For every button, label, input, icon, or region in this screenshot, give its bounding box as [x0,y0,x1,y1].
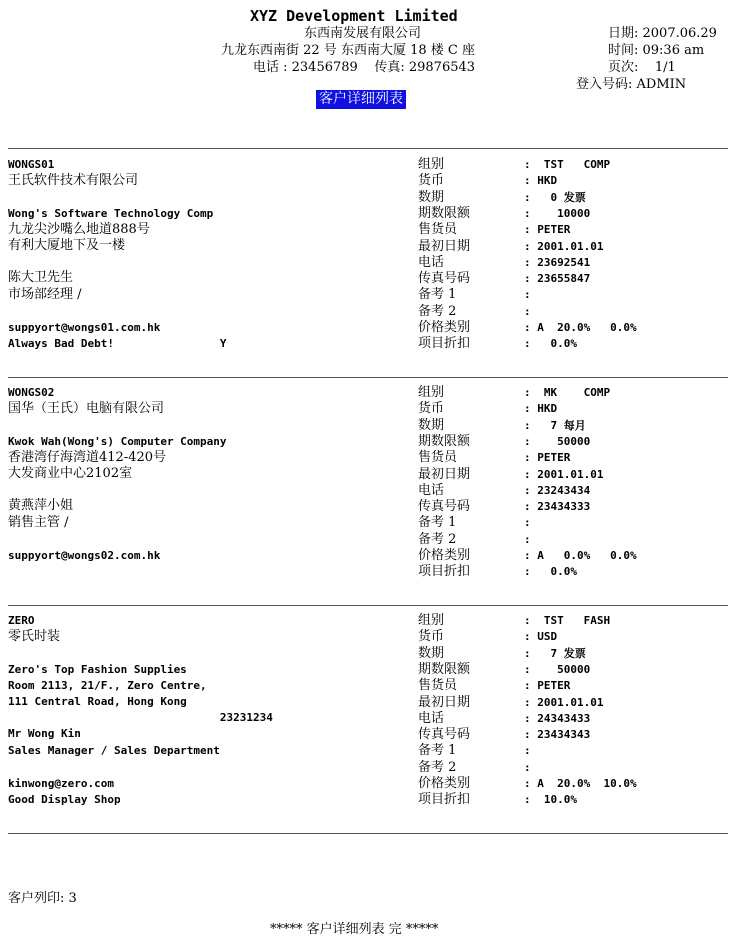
field-value: : 23655847 [524,272,591,286]
field-label: 价格类别 [418,776,471,791]
field-value: : TST COMP [524,158,611,171]
field-value: : USD [524,630,558,644]
field-value: : [524,532,531,546]
report-end-marker: ***** 客户详细列表 完 ***** [270,922,439,937]
customer-name-cn: 国华（王氏）电脑有限公司 [8,401,165,416]
customer-code: ZERO [8,614,35,627]
customer-contact: Mr Wong Kin [8,727,81,740]
customer-contact-title: Sales Manager / Sales Department [8,744,220,757]
field-label: 电话 [418,482,445,498]
field-value: : [524,760,531,774]
field-label: 期数限额 [418,205,471,221]
field-value: : 24343433 [524,711,591,725]
company-name-en: XYZ Development Limited [250,7,458,25]
field-label: 电话 [418,710,445,726]
field-value: : 0 发票 [524,190,586,204]
page-number: 页次: 1/1 [608,60,676,75]
field-value: : 23243434 [524,483,591,497]
field-value: : 7 发票 [524,646,586,660]
field-value: : 2001.01.01 [524,695,604,709]
field-label: 最初日期 [418,694,471,710]
customer-address-line2: 大发商业中心2102室 [8,466,133,481]
field-value: : 50000 [524,434,591,448]
company-name-cn: 东西南发展有限公司 [304,26,422,41]
field-value: : 50000 [524,662,591,676]
field-value: : MK COMP [524,386,611,399]
customer-email: kinwong@zero.com [8,777,114,790]
customer-contact: 陈大卫先生 [8,270,74,285]
customer-address-line2: 有利大厦地下及一楼 [8,238,126,253]
report-title: 客户详细列表 [316,90,406,109]
field-value: : HKD [524,402,558,416]
customer-name-cn: 零氏时装 [8,629,61,644]
field-label: 组别 [418,157,445,172]
field-value: : [524,516,531,530]
field-value: : A 20.0% 10.0% [524,777,637,790]
field-label: 价格类别 [418,548,471,563]
field-value: : PETER [524,223,571,237]
customer-contact-title: 销售主管 / [8,515,69,530]
customer-name-en: Wong's Software Technology Comp [8,207,214,220]
customer-code: WONGS02 [8,386,55,399]
field-value: : 2001.01.01 [524,239,604,253]
field-label: 价格类别 [418,320,471,335]
report-date: 日期: 2007.06.29 [608,26,717,41]
field-label: 货币 [418,629,445,645]
customer-count: 客户列印: 3 [8,891,77,906]
field-value: : [524,304,531,318]
field-value: : 23434343 [524,728,591,742]
field-label: 备考 2 [418,303,457,319]
report-time: 时间: 09:36 am [608,43,705,58]
customer-name-en: Zero's Top Fashion Supplies [8,663,187,676]
field-label: 项目折扣 [418,336,471,352]
field-label: 项目折扣 [418,792,471,808]
field-label: 售货员 [418,678,458,694]
field-label: 备考 2 [418,759,457,775]
divider [8,605,728,606]
customer-code: WONGS01 [8,158,55,171]
field-label: 组别 [418,385,445,400]
customer-name-en: Kwok Wah(Wong's) Computer Company [8,435,227,448]
customer-address-line1: Room 2113, 21/F., Zero Centre, [8,679,207,692]
field-label: 货币 [418,173,445,189]
field-value: : PETER [524,451,571,465]
divider [8,833,728,834]
field-label: 传真号码 [418,499,471,515]
field-label: 传真号码 [418,271,471,287]
field-label: 传真号码 [418,727,471,743]
customer-email: suppyort@wongs01.com.hk [8,321,161,334]
customer-address-line1: 香港湾仔海湾道412-420号 [8,450,167,465]
field-value: : 10.0% [524,793,577,807]
field-label: 备考 1 [418,287,457,303]
field-value: : HKD [524,174,558,188]
company-address: 九龙东西南街 22 号 东西南大厦 18 楼 C 座 [221,43,475,58]
field-label: 数期 [418,645,445,661]
field-value: : 0.0% [524,565,577,579]
customer-note: Always Bad Debt! Y [8,337,227,350]
field-label: 组别 [418,613,445,628]
field-label: 货币 [418,401,445,417]
divider [8,148,728,149]
field-value: : [524,744,531,758]
field-label: 最初日期 [418,238,471,254]
field-label: 数期 [418,417,445,433]
customer-address-line2: 111 Central Road, Hong Kong [8,695,187,708]
customer-name-cn: 王氏软件技术有限公司 [8,173,139,188]
field-label: 备考 2 [418,531,457,547]
field-label: 售货员 [418,450,458,466]
customer-contact-title: 市场部经理 / [8,287,82,302]
field-value: : [524,288,531,302]
field-value: : A 20.0% 0.0% [524,321,637,334]
field-value: : TST FASH [524,614,611,627]
customer-extra-phone: 23231234 [8,711,273,724]
customer-address-line1: 九龙尖沙嘴么地道888号 [8,222,150,237]
field-label: 电话 [418,254,445,270]
login-id: 登入号码: ADMIN [576,77,687,92]
field-label: 项目折扣 [418,564,471,580]
field-value: : 23692541 [524,255,591,269]
customer-note: Good Display Shop [8,793,121,806]
field-value: : 0.0% [524,337,577,351]
field-value: : 2001.01.01 [524,467,604,481]
field-label: 期数限额 [418,433,471,449]
customer-contact: 黄燕萍小姐 [8,498,74,513]
customer-email: suppyort@wongs02.com.hk [8,549,161,562]
field-value: : PETER [524,679,571,693]
field-label: 备考 1 [418,515,457,531]
field-value: : 10000 [524,206,591,220]
field-label: 期数限额 [418,661,471,677]
field-label: 最初日期 [418,466,471,482]
field-value: : 23434333 [524,500,591,514]
field-label: 数期 [418,189,445,205]
field-label: 备考 1 [418,743,457,759]
company-phone-fax: 电话 : 23456789 传真: 29876543 [253,60,476,75]
field-value: : 7 每月 [524,418,586,432]
field-label: 售货员 [418,222,458,238]
divider [8,377,728,378]
field-value: : A 0.0% 0.0% [524,549,637,562]
